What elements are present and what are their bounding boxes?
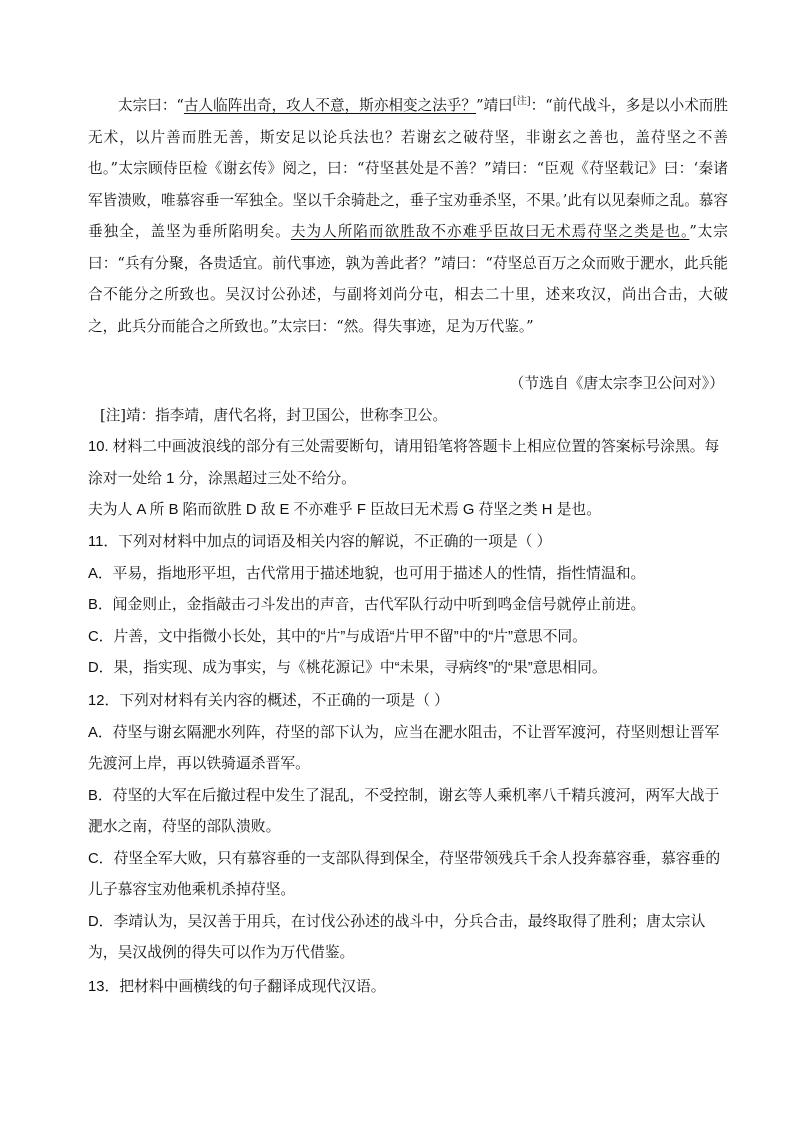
question-12-option-d: D．李靖认为，吴汉善于用兵，在讨伐公孙述的战斗中，分兵合击，最终取得了胜利；唐太宗认为，吴汉战例的得失可以作为万代借鉴。 [88,913,706,961]
passage-paragraph [88,90,728,342]
question-11-option-c: C．片善，文中指微小长处，其中的“片”与成语“片甲不留”中的“片”意思不同。 [88,628,587,645]
question-10 [88,432,728,527]
passage-text: ”太宗曰：“兵有分聚，各贵适宜。前代事迹，孰为善此者？”靖曰：“苻坚总百万之众而败于淝水，此兵能合不能分之所致也。吴汉讨公孙述，与副将刘尚分屯，相去二十里，述来攻汉，尚出合击，大破之，此兵分而能合之所致也。”太宗曰：“然。得失事迹，足为万代鉴。” [88,223,728,335]
passage-speaker: 太宗曰：“ [118,97,184,114]
classical-passage [88,90,728,342]
question-12-stem: 12．下列对材料有关内容的概述，不正确的一项是（ ） [88,693,449,709]
question-12 [88,686,728,970]
question-12-option-c: C．苻坚全军大败，只有慕容垂的一支部队得到保全，苻坚带领残兵千余人投奔慕容垂，慕容垂的儿子慕容宝劝他乘机杀掉苻坚。 [88,850,721,898]
question-10-text: 10. 材料二中画波浪线的部分有三处需要断句，请用铅笔将答题卡上相应位置的答案标号涂黑。每涂对一处给 1 分，涂黑超过三处不给分。 [88,439,720,487]
question-11-option-b: B．闻金则止，金指敲击刁斗发出的声音，古代军队行动中听到鸣金信号就停止前进。 [88,597,646,613]
footnote: [注]靖：指李靖，唐代名将，封卫国公，世称李卫公。 [100,407,448,424]
question-13-stem: 13．把材料中画横线的句子翻译成现代汉语。 [88,979,386,995]
question-12-option-b: B．苻坚的大军在后撤过程中发生了混乱，不受控制，谢玄等人乘机率八千精兵渡河，两军大战于淝水之南，苻坚的部队溃败。 [88,787,720,835]
passage-source: （节选自《唐太宗李卫公问对》） [509,376,724,392]
question-11-option-d: D．果，指实现、成为事实，与《桃花源记》中“未果，寻病终”的“果”意思相同。 [88,660,607,676]
note-marker: [注] [512,96,531,108]
question-13 [88,972,728,1004]
wavy-underlined-sentence: 夫为人所陷而欲胜敌不亦难乎臣故曰无术焉苻坚之类是也。 [290,223,690,240]
question-10-options: 夫为人 A 所 B 陷而欲胜 D 敌 E 不亦难乎 F 臣故曰无术焉 G 苻坚之类 H 是也。 [88,502,601,518]
question-12-option-a: A．苻坚与谢玄隔淝水列阵，苻坚的部下认为，应当在淝水阻击，不让晋军渡河，苻坚则想让晋军先渡河上岸，再以铁骑逼杀晋军。 [88,724,720,772]
question-11-stem: 11．下列对材料中加点的词语及相关内容的解说，不正确的一项是（ ） [88,534,552,550]
question-11-option-a: A．平易，指地形平坦，古代常用于描述地貌，也可用于描述人的性情，指性情温和。 [88,565,646,582]
underlined-sentence: 古人临阵出奇，攻人不意，斯亦相变之法乎？ [183,97,477,114]
passage-text: ：“前代战斗，多是以小术而胜无术，以片善而胜无善，斯安足以论兵法也？若谢玄之破苻坚，非谢玄之善也，盖苻坚之不善也。”太宗顾侍臣检《谢玄传》阅之，曰：“苻坚甚处是不善？”靖曰：“臣观《苻坚载记》曰：‘秦诸军皆溃败，唯慕容垂一军独全。坚以千余骑赴之，垂子宝劝垂杀坚，不果。’此有以见秦师之乱。慕容垂独全，盖坚为垂所陷明矣。 [88,97,728,240]
question-11 [88,527,728,685]
passage-text: ”靖曰 [476,97,513,114]
